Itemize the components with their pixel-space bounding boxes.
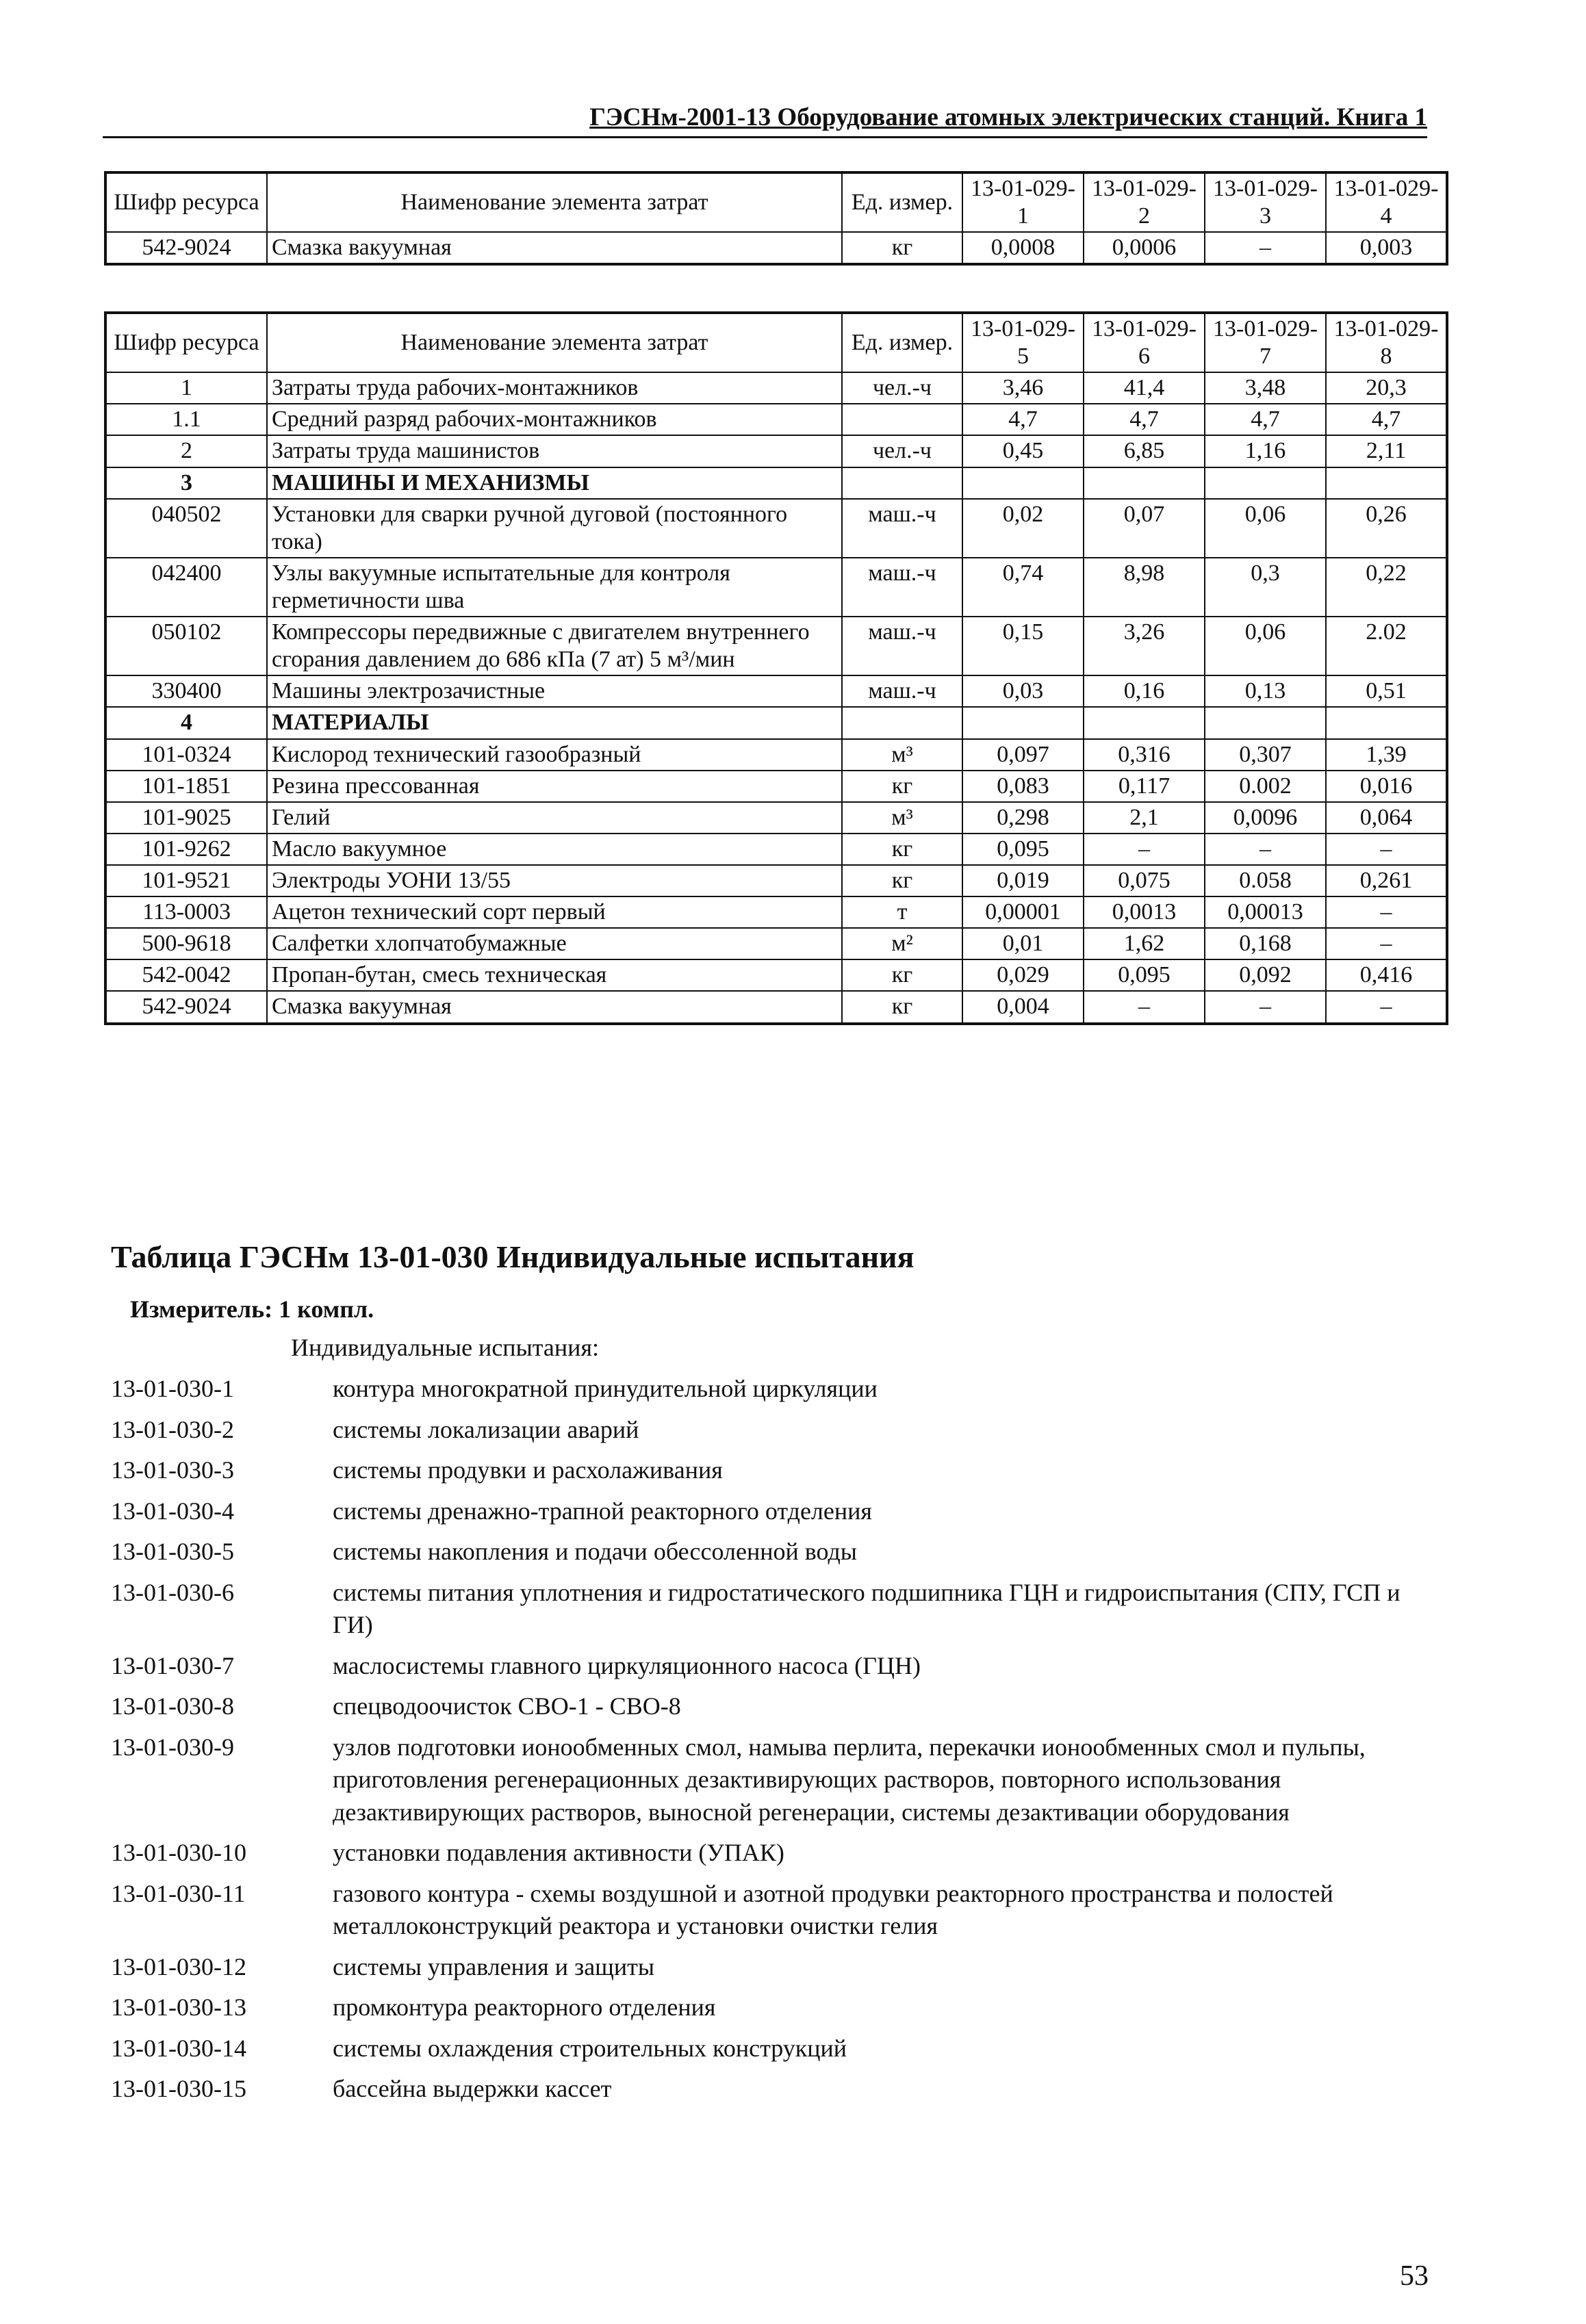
section-title: Таблица ГЭСНм 13-01-030 Индивидуальные испытания <box>111 1239 914 1274</box>
unit-cell: м³ <box>842 802 962 834</box>
value-cell: 0,117 <box>1084 771 1205 802</box>
resource-name-cell: Масло вакуумное <box>267 834 842 865</box>
value-cell: 0,029 <box>962 959 1084 991</box>
value-cell: – <box>1326 991 1447 1023</box>
value-cell <box>1084 467 1205 499</box>
value-cell <box>1205 467 1326 499</box>
item-description: системы управления и защиты <box>333 1952 655 1980</box>
item-code: 13-01-030-2 <box>111 1415 234 1443</box>
value-cell: – <box>1205 232 1326 264</box>
value-cell: 3,46 <box>962 372 1084 404</box>
value-cell: – <box>1205 991 1326 1023</box>
measure-label: Измеритель: 1 компл. <box>130 1295 374 1323</box>
value-cell: 0,01 <box>962 928 1084 959</box>
unit-cell: маш.-ч <box>842 675 962 707</box>
value-cell <box>1084 707 1205 738</box>
list-intro: Индивидуальные испытания: <box>291 1334 599 1361</box>
item-code: 13-01-030-10 <box>111 1839 246 1867</box>
unit-cell: кг <box>842 771 962 802</box>
value-cell: 0.002 <box>1205 771 1326 802</box>
resource-code-cell: 330400 <box>105 675 267 707</box>
item-description: системы локализации аварий <box>333 1415 639 1443</box>
column-header: Наименование элемента затрат <box>267 313 842 372</box>
value-cell: 4,7 <box>962 404 1084 435</box>
column-header: 13-01-029-2 <box>1084 172 1205 232</box>
resource-name-cell: Резина прессованная <box>267 771 842 802</box>
value-cell: 0,095 <box>962 834 1084 865</box>
column-header: 13-01-029-8 <box>1326 313 1447 372</box>
resource-code-cell: 101-9521 <box>105 865 267 896</box>
unit-cell: кг <box>842 865 962 896</box>
item-code: 13-01-030-14 <box>111 2034 246 2062</box>
value-cell: 0,03 <box>962 675 1084 707</box>
resource-code-cell: 042400 <box>105 558 267 617</box>
item-description: бассейна выдержки кассет <box>333 2075 612 2103</box>
table-row <box>105 834 1447 865</box>
resource-code-cell: 101-9262 <box>105 834 267 865</box>
unit-cell: чел.-ч <box>842 372 962 404</box>
value-cell: 0,00001 <box>962 896 1084 928</box>
value-cell: – <box>1205 834 1326 865</box>
resource-code-cell: 2 <box>105 435 267 467</box>
value-cell <box>1326 707 1447 738</box>
table-row <box>105 739 1447 771</box>
value-cell: 0,298 <box>962 802 1084 834</box>
resource-table-1 <box>104 171 1448 266</box>
resource-code-cell: 542-9024 <box>105 991 267 1023</box>
page-number: 53 <box>1400 2260 1429 2292</box>
unit-cell: кг <box>842 959 962 991</box>
value-cell: 0.058 <box>1205 865 1326 896</box>
value-cell: 0,0008 <box>962 232 1084 264</box>
item-code: 13-01-030-13 <box>111 1993 246 2022</box>
resource-code-cell: 1 <box>105 372 267 404</box>
value-cell: 0,15 <box>962 617 1084 675</box>
page-header-title: ГЭСНм-2001-13 Оборудование атомных электрических станций. Книга 1 <box>589 103 1427 131</box>
value-cell: 2.02 <box>1326 617 1447 675</box>
table-row <box>105 675 1447 707</box>
item-description: системы продувки и расхолаживания <box>333 1456 723 1484</box>
resource-name-cell: Средний разряд рабочих-монтажников <box>267 404 842 435</box>
value-cell: 4,7 <box>1326 404 1447 435</box>
test-list <box>111 1373 1446 2114</box>
value-cell: 0,0006 <box>1084 232 1205 264</box>
value-cell: 0,07 <box>1084 499 1205 558</box>
resource-name-cell: Ацетон технический сорт первый <box>267 896 842 928</box>
section-row <box>105 707 1447 738</box>
value-cell: 0,00013 <box>1205 896 1326 928</box>
value-cell: 0,168 <box>1205 928 1326 959</box>
value-cell: 0,06 <box>1205 499 1326 558</box>
value-cell: 20,3 <box>1326 372 1447 404</box>
resource-name-cell: МАТЕРИАЛЫ <box>267 707 842 738</box>
value-cell: 0,26 <box>1326 499 1447 558</box>
value-cell: 0,06 <box>1205 617 1326 675</box>
value-cell: 0,097 <box>962 739 1084 771</box>
resource-name-cell: Смазка вакуумная <box>267 991 842 1023</box>
value-cell: 0,004 <box>962 991 1084 1023</box>
column-header: Ед. измер. <box>842 172 962 232</box>
value-cell: 0,74 <box>962 558 1084 617</box>
unit-cell <box>842 404 962 435</box>
table-row <box>105 959 1447 991</box>
value-cell: 0,307 <box>1205 739 1326 771</box>
resource-code-cell: 040502 <box>105 499 267 558</box>
list-item <box>111 1495 1446 1528</box>
value-cell: 0,092 <box>1205 959 1326 991</box>
item-description: системы питания уплотнения и гидростатического подшипника ГЦН и гидроиспытания (СПУ, ГСП и ГИ) <box>333 1578 1400 1639</box>
list-item <box>111 1536 1446 1568</box>
item-description: узлов подготовки ионообменных смол, намыва перлита, перекачки ионообменных смол и пульпы, приготовления регенерационных дезактивирующих растворов, повторного использования дезактивирующих растворов, выносной регенерации, системы дезактивации оборудования <box>333 1733 1366 1826</box>
value-cell: – <box>1084 991 1205 1023</box>
value-cell: 41,4 <box>1084 372 1205 404</box>
table-row <box>105 991 1447 1023</box>
unit-cell: маш.-ч <box>842 499 962 558</box>
value-cell: 0,261 <box>1326 865 1447 896</box>
list-item <box>111 1837 1446 1870</box>
value-cell: 0,083 <box>962 771 1084 802</box>
item-description: маслосистемы главного циркуляционного насоса (ГЦН) <box>333 1651 921 1679</box>
value-cell: 0,02 <box>962 499 1084 558</box>
item-code: 13-01-030-11 <box>111 1879 246 1907</box>
table-row <box>105 435 1447 467</box>
table-row <box>105 771 1447 802</box>
resource-code-cell: 3 <box>105 467 267 499</box>
value-cell: 0,095 <box>1084 959 1205 991</box>
resource-code-cell: 101-0324 <box>105 739 267 771</box>
table-row <box>105 404 1447 435</box>
value-cell: 0,064 <box>1326 802 1447 834</box>
item-code: 13-01-030-4 <box>111 1497 234 1525</box>
list-item <box>111 1878 1446 1943</box>
value-cell: 0,016 <box>1326 771 1447 802</box>
value-cell: 0,16 <box>1084 675 1205 707</box>
resource-name-cell: Смазка вакуумная <box>267 232 842 264</box>
resource-code-cell: 113-0003 <box>105 896 267 928</box>
item-description: газового контура - схемы воздушной и азотной продувки реакторного пространства и полостей металлоконструкций реактора и установки очистки гелия <box>333 1879 1333 1940</box>
column-header: 13-01-029-3 <box>1205 172 1326 232</box>
value-cell: – <box>1084 834 1205 865</box>
item-code: 13-01-030-12 <box>111 1952 246 1980</box>
value-cell <box>962 467 1084 499</box>
value-cell: 0,019 <box>962 865 1084 896</box>
table-row <box>105 617 1447 675</box>
page-header <box>103 103 1427 138</box>
table-header-row <box>105 313 1447 372</box>
column-header: Ед. измер. <box>842 313 962 372</box>
list-item <box>111 1991 1446 2024</box>
value-cell: 0,003 <box>1326 232 1447 264</box>
unit-cell: маш.-ч <box>842 558 962 617</box>
resource-code-cell: 500-9618 <box>105 928 267 959</box>
resource-name-cell: Компрессоры передвижные с двигателем внутреннего сгорания давлением до 686 кПа (7 ат) 5 м³/мин <box>267 617 842 675</box>
value-cell: 0,51 <box>1326 675 1447 707</box>
item-description: системы накопления и подачи обессоленной воды <box>333 1538 857 1566</box>
item-description: системы охлаждения строительных конструкций <box>333 2034 847 2062</box>
item-description: контура многократной принудительной циркуляции <box>333 1375 878 1402</box>
unit-cell <box>842 467 962 499</box>
value-cell: 1,39 <box>1326 739 1447 771</box>
resource-name-cell: МАШИНЫ И МЕХАНИЗМЫ <box>267 467 842 499</box>
list-item <box>111 1731 1446 1829</box>
item-code: 13-01-030-8 <box>111 1692 234 1720</box>
unit-cell: кг <box>842 834 962 865</box>
value-cell: 6,85 <box>1084 435 1205 467</box>
column-header: 13-01-029-7 <box>1205 313 1326 372</box>
unit-cell: маш.-ч <box>842 617 962 675</box>
unit-cell: м² <box>842 928 962 959</box>
resource-name-cell: Гелий <box>267 802 842 834</box>
value-cell <box>1205 707 1326 738</box>
value-cell: 0,316 <box>1084 739 1205 771</box>
value-cell: – <box>1326 896 1447 928</box>
value-cell: 0,22 <box>1326 558 1447 617</box>
resource-code-cell: 101-9025 <box>105 802 267 834</box>
resource-code-cell: 101-1851 <box>105 771 267 802</box>
table-row <box>105 802 1447 834</box>
resource-name-cell: Машины электрозачистные <box>267 675 842 707</box>
resource-name-cell: Установки для сварки ручной дуговой (постоянного тока) <box>267 499 842 558</box>
resource-name-cell: Салфетки хлопчатобумажные <box>267 928 842 959</box>
table-row <box>105 499 1447 558</box>
resource-name-cell: Затраты труда рабочих-монтажников <box>267 372 842 404</box>
column-header: 13-01-029-6 <box>1084 313 1205 372</box>
value-cell: 1,62 <box>1084 928 1205 959</box>
unit-cell <box>842 707 962 738</box>
item-code: 13-01-030-9 <box>111 1733 234 1761</box>
resource-name-cell: Затраты труда машинистов <box>267 435 842 467</box>
column-header: 13-01-029-1 <box>962 172 1084 232</box>
unit-cell: кг <box>842 991 962 1023</box>
value-cell: 0,0096 <box>1205 802 1326 834</box>
value-cell: 3,26 <box>1084 617 1205 675</box>
item-code: 13-01-030-7 <box>111 1651 234 1679</box>
unit-cell: чел.-ч <box>842 435 962 467</box>
unit-cell: м³ <box>842 739 962 771</box>
value-cell <box>962 707 1084 738</box>
value-cell: 1,16 <box>1205 435 1326 467</box>
table-row <box>105 232 1447 264</box>
column-header: Наименование элемента затрат <box>267 172 842 232</box>
section-row <box>105 467 1447 499</box>
list-item <box>111 1577 1446 1642</box>
value-cell: 0,0013 <box>1084 896 1205 928</box>
item-description: спецводоочисток СВО-1 - СВО-8 <box>333 1692 681 1720</box>
column-header: 13-01-029-4 <box>1326 172 1447 232</box>
value-cell: 4,7 <box>1205 404 1326 435</box>
table-row <box>105 896 1447 928</box>
resource-code-cell: 542-9024 <box>105 232 267 264</box>
value-cell <box>1326 467 1447 499</box>
list-item <box>111 1414 1446 1447</box>
value-cell: – <box>1326 928 1447 959</box>
value-cell: 2,1 <box>1084 802 1205 834</box>
list-item <box>111 2032 1446 2065</box>
column-header: Шифр ресурса <box>105 313 267 372</box>
resource-name-cell: Кислород технический газообразный <box>267 739 842 771</box>
value-cell: 0,075 <box>1084 865 1205 896</box>
value-cell: 0,45 <box>962 435 1084 467</box>
list-item <box>111 2073 1446 2106</box>
resource-code-cell: 050102 <box>105 617 267 675</box>
value-cell: 0,3 <box>1205 558 1326 617</box>
value-cell: 8,98 <box>1084 558 1205 617</box>
unit-cell: кг <box>842 232 962 264</box>
item-code: 13-01-030-3 <box>111 1456 234 1484</box>
list-item <box>111 1690 1446 1723</box>
column-header: Шифр ресурса <box>105 172 267 232</box>
table-row <box>105 558 1447 617</box>
item-code: 13-01-030-5 <box>111 1538 234 1566</box>
list-item <box>111 1454 1446 1487</box>
value-cell: 0,416 <box>1326 959 1447 991</box>
value-cell: 3,48 <box>1205 372 1326 404</box>
resource-table-2 <box>104 311 1448 1025</box>
table-header-row <box>105 172 1447 232</box>
list-item <box>111 1650 1446 1683</box>
item-code: 13-01-030-1 <box>111 1375 234 1402</box>
item-description: установки подавления активности (УПАК) <box>333 1839 784 1867</box>
resource-code-cell: 542-0042 <box>105 959 267 991</box>
resource-name-cell: Узлы вакуумные испытательные для контроля герметичности шва <box>267 558 842 617</box>
item-code: 13-01-030-6 <box>111 1578 234 1606</box>
value-cell: 2,11 <box>1326 435 1447 467</box>
item-description: промконтура реакторного отделения <box>333 1993 716 2022</box>
resource-code-cell: 4 <box>105 707 267 738</box>
item-description: системы дренажно-трапной реакторного отделения <box>333 1497 872 1525</box>
value-cell: 0,13 <box>1205 675 1326 707</box>
item-code: 13-01-030-15 <box>111 2075 246 2103</box>
unit-cell: т <box>842 896 962 928</box>
resource-name-cell: Электроды УОНИ 13/55 <box>267 865 842 896</box>
value-cell: 4,7 <box>1084 404 1205 435</box>
table-row <box>105 928 1447 959</box>
table-row <box>105 865 1447 896</box>
list-item <box>111 1373 1446 1406</box>
value-cell: – <box>1326 834 1447 865</box>
resource-name-cell: Пропан-бутан, смесь техническая <box>267 959 842 991</box>
column-header: 13-01-029-5 <box>962 313 1084 372</box>
table-row <box>105 372 1447 404</box>
resource-code-cell: 1.1 <box>105 404 267 435</box>
list-item <box>111 1951 1446 1984</box>
